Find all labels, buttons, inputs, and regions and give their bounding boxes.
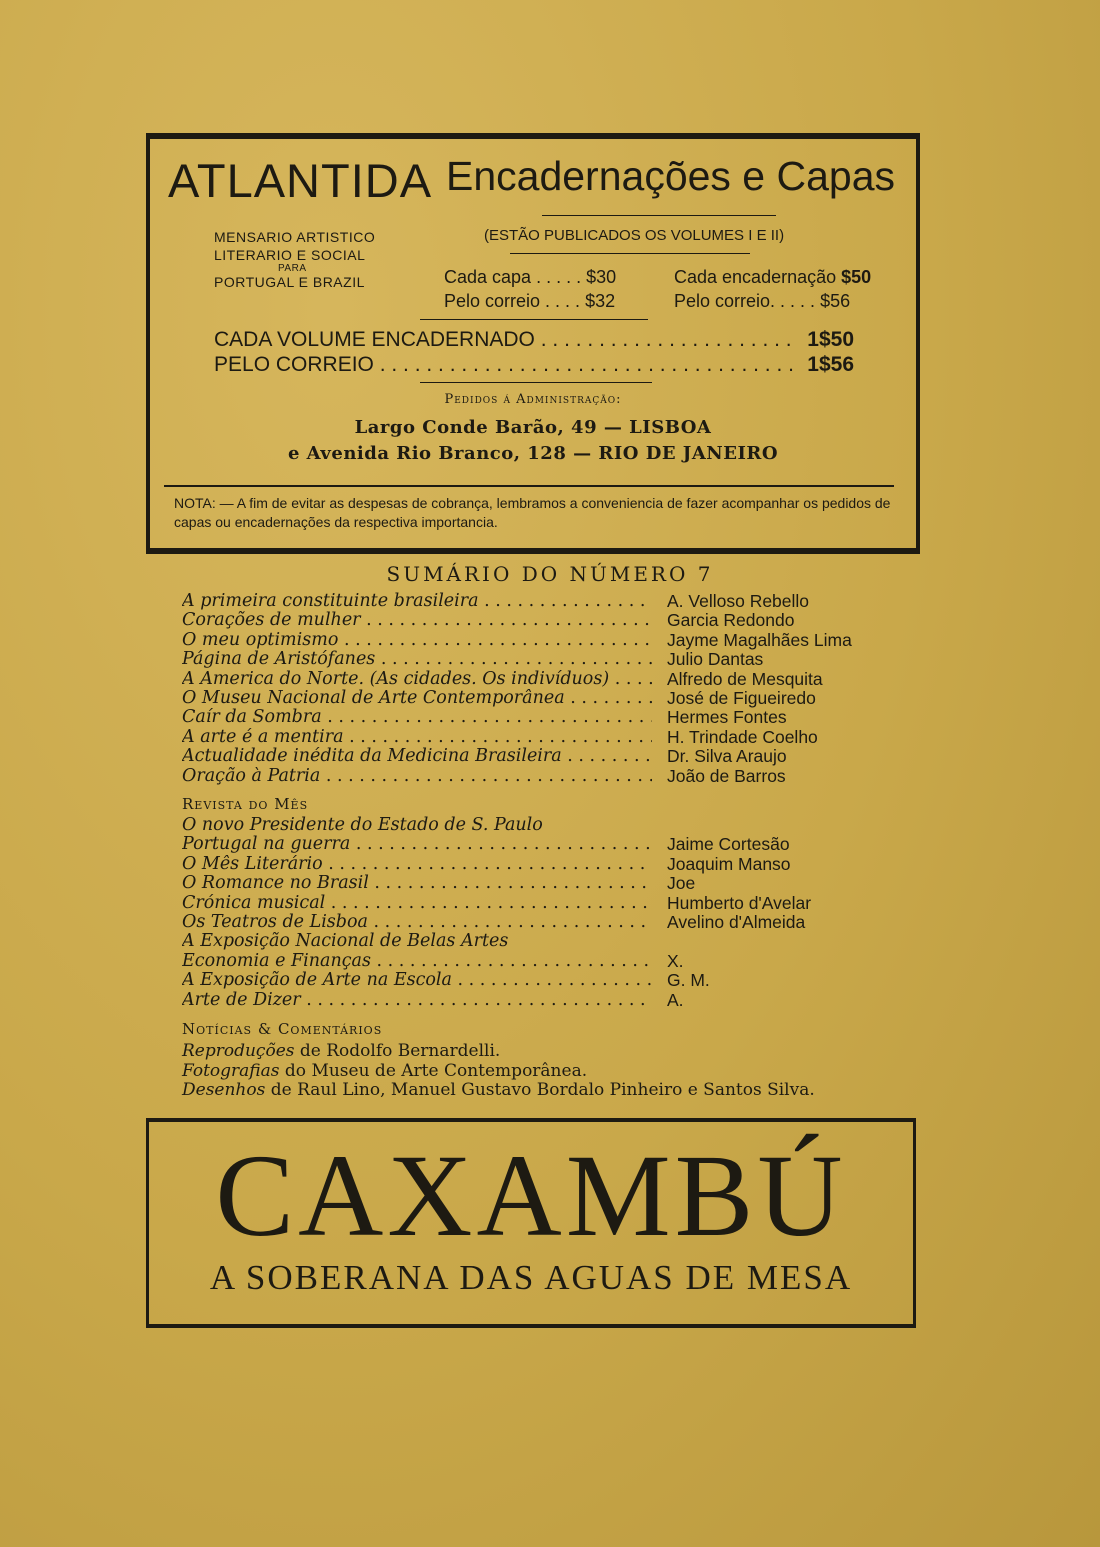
toc-title: Oração à Patria . . . [182, 767, 652, 786]
note: NOTA: — A fim de evitar as despesas de cobrança, lembramos a conveniencia de fazer acompanhar os pedidos de capas ou encadernações da respectiva importancia. [174, 495, 891, 530]
toc-author: João de Barros [667, 765, 786, 786]
toc-author [652, 932, 667, 951]
toc-author: Garcia Redondo [667, 610, 795, 631]
toc-row [182, 874, 902, 893]
toc-title: Actualidade inédita da Medicina Brasileira . . . [182, 747, 652, 766]
toc-row [182, 650, 902, 669]
toc-author: G. M. [667, 970, 710, 991]
toc-title: Corações de mulher . . . [182, 611, 652, 630]
toc-row [182, 932, 902, 951]
toc-row [182, 728, 902, 747]
toc-author: A. [667, 989, 684, 1010]
toc-title: Economia e Finanças . . . [182, 952, 652, 971]
toc-author [652, 816, 667, 835]
toc-author: Hermes Fontes [667, 707, 787, 728]
toc-row [182, 767, 902, 786]
toc-row [182, 952, 902, 971]
divider [542, 215, 776, 216]
toc-row [182, 631, 902, 650]
toc-title: O Mês Literário . . . [182, 855, 652, 874]
toc-author: Joaquim Manso [667, 853, 791, 874]
toc-author: X. [667, 950, 684, 971]
toc-title: O Museu Nacional de Arte Contemporânea . . . [182, 689, 652, 708]
toc-row [182, 894, 902, 913]
toc-title: A America do Norte. (As cidades. Os indivíduos) . . . [182, 670, 652, 689]
toc-row [182, 611, 902, 630]
toc-author: Humberto d'Avelar [667, 892, 812, 913]
section-revista: Revista do Mês [182, 795, 309, 813]
toc-title: A Exposição Nacional de Belas Artes [182, 932, 509, 952]
toc-author: Avelino d'Almeida [667, 912, 806, 933]
toc-row [182, 747, 902, 766]
summary-title: SUMÁRIO DO NÚMERO 7 [386, 562, 714, 586]
toc-row [182, 689, 902, 708]
toc-author: Jayme Magalhães Lima [667, 629, 852, 650]
toc-author: Jaime Cortesão [667, 834, 790, 855]
divider [164, 485, 894, 487]
toc-row [182, 835, 902, 854]
toc-title: O Romance no Brasil . . . [182, 874, 652, 893]
toc-title: Portugal na guerra . . . [182, 835, 652, 854]
toc-author: Dr. Silva Araujo [667, 746, 787, 767]
noticia-item: Fotografias do Museu de Arte Contemporânea. [182, 1060, 588, 1081]
divider [510, 253, 750, 254]
section-noticias: Notícias & Comentários [182, 1020, 383, 1038]
toc-author: Alfredo de Mesquita [667, 668, 823, 689]
toc-author: A. Velloso Rebello [667, 591, 810, 611]
prices-right: Cada encadernação $50 Pelo correio. . . . . $56 [674, 267, 872, 311]
noticia-item: Desenhos de Raul Lino, Manuel Gustavo Bordalo Pinheiro e Santos Silva. [182, 1080, 815, 1100]
ad-heading: Encadernações e Capas [446, 153, 896, 199]
caxambu-title: CAXAMBÚ [215, 1130, 847, 1261]
divider [420, 319, 648, 320]
toc-title: O meu optimismo . . . [182, 631, 652, 650]
noticia-item: Reproduções de Rodolfo Bernardelli. [182, 1041, 501, 1061]
toc-author: Joe [667, 873, 696, 894]
toc-title: Caír da Sombra . . . [182, 708, 652, 727]
toc-row [182, 913, 902, 932]
atlantida-advertisement [146, 133, 920, 554]
toc-row [182, 855, 902, 874]
magazine-subtitle: MENSARIO ARTISTICO LITERARIO E SOCIAL PARA PORTUGAL E BRAZIL [214, 229, 376, 290]
revista-list [182, 816, 902, 1010]
summary-list [182, 592, 902, 786]
published-volumes: (ESTÃO PUBLICADOS OS VOLUMES I E II) [484, 227, 785, 244]
volume-prices: CADA VOLUME ENCADERNADO . . . 1$50 PELO CORREIO . . . 1$56 [214, 327, 854, 377]
toc-title: A primeira constituinte brasileira . . . [182, 592, 652, 611]
toc-title: A Exposição de Arte na Escola . . . [182, 971, 652, 990]
toc-row [182, 708, 902, 727]
toc-title: O novo Presidente do Estado de S. Paulo [182, 816, 543, 835]
toc-author: José de Figueiredo [667, 688, 816, 709]
noticias-list [182, 1042, 815, 1101]
caxambu-tagline: A SOBERANA DAS AGUAS DE MESA [209, 1258, 853, 1297]
toc-row [182, 991, 902, 1010]
toc-title: A arte é a mentira . . . [182, 728, 652, 747]
toc-title: Crónica musical . . . [182, 894, 652, 913]
toc-row [182, 816, 902, 835]
toc-row [182, 592, 902, 611]
toc-author: Julio Dantas [667, 649, 764, 670]
toc-row [182, 971, 902, 990]
toc-author: H. Trindade Coelho [667, 726, 818, 747]
toc-row [182, 670, 902, 689]
toc-title: Arte de Dizer . . . [182, 991, 652, 1010]
addresses: Largo Conde Barão, 49 — LISBOA e Avenida Rio Branco, 128 — RIO DE JANEIRO [287, 417, 779, 464]
divider [420, 382, 652, 383]
toc-title: Página de Aristófanes . . . [182, 650, 652, 669]
prices-left: Cada capa . . . . . $30 Pelo correio . . . . $32 [444, 267, 617, 311]
caxambu-advertisement [146, 1118, 916, 1328]
orders-label: Pedidos á Administração: [444, 392, 622, 407]
atlantida-title: ATLANTIDA [168, 154, 433, 207]
toc-title: Os Teatros de Lisboa . . . [182, 913, 652, 932]
